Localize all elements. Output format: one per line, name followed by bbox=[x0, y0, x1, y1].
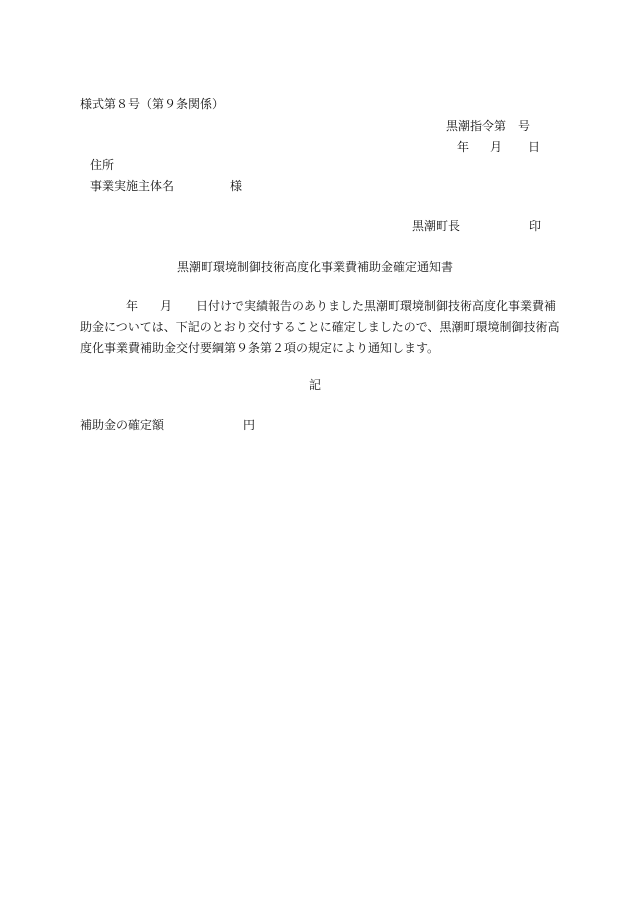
document-title: 黒潮町環境制御技術高度化事業費補助金確定通知書 bbox=[176, 260, 453, 274]
date-month-label: 月 bbox=[490, 140, 503, 154]
body-paragraph bbox=[80, 296, 560, 359]
address-label: 住所 bbox=[90, 158, 115, 172]
date-year-label: 年 bbox=[457, 140, 470, 154]
date-day-label: 日 bbox=[528, 140, 541, 154]
issuer-name: 黒潮町長 bbox=[412, 219, 461, 233]
amount-unit: 円 bbox=[243, 418, 256, 432]
confirmed-amount-label: 補助金の確定額 bbox=[80, 418, 165, 432]
recipient-label: 事業実施主体名 bbox=[90, 179, 175, 193]
recipient-line bbox=[90, 178, 242, 194]
body-year-label: 年 bbox=[126, 299, 139, 313]
issue-date bbox=[457, 139, 540, 155]
body-line-2: 助金については、下記のとおり交付することに確定しましたので、黒潮町環境制御技術高 bbox=[80, 320, 560, 334]
body-line-3: 度化事業費補助金交付要綱第９条第２項の規定により通知します。 bbox=[80, 341, 440, 355]
body-month-label: 月 bbox=[160, 299, 173, 313]
document-number-suffix: 号 bbox=[518, 119, 531, 133]
body-line-1 bbox=[80, 296, 557, 317]
confirmed-amount-line bbox=[80, 417, 255, 433]
issuer-line bbox=[412, 218, 541, 234]
document-number bbox=[446, 118, 530, 134]
ki-heading: 記 bbox=[308, 378, 321, 392]
recipient-honorific: 様 bbox=[230, 179, 243, 193]
document-number-label: 黒潮指令第 bbox=[446, 119, 507, 133]
seal-mark: 印 bbox=[529, 219, 542, 233]
form-number: 様式第８号（第９条関係） bbox=[80, 97, 225, 111]
body-line-1-text: 日付けで実績報告のありました黒潮町環境制御技術高度化事業費補 bbox=[196, 299, 557, 313]
